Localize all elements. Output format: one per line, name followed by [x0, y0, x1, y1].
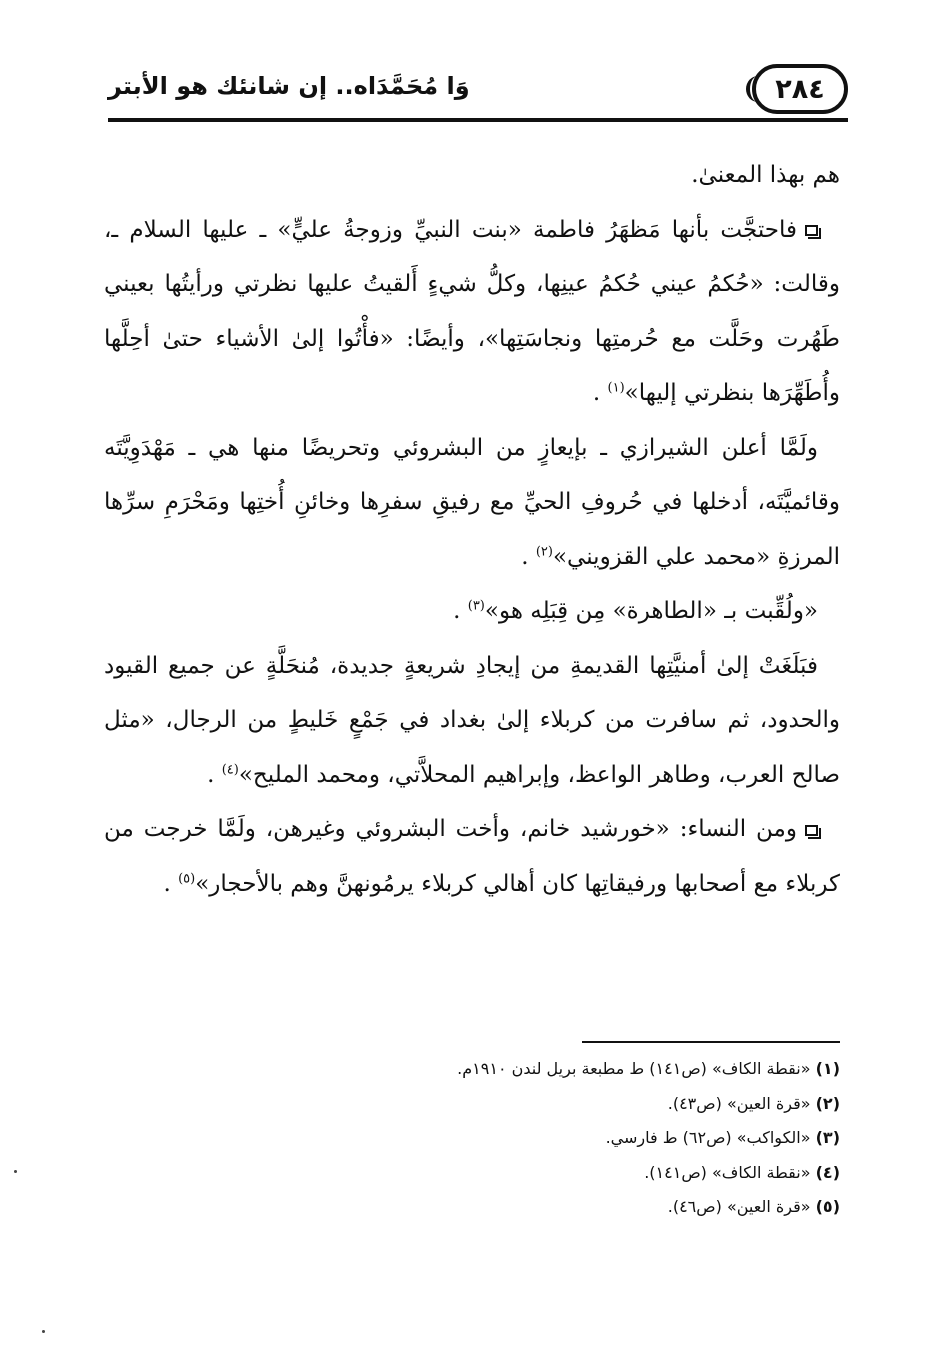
paragraph [104, 584, 840, 639]
footnote-item [320, 1121, 840, 1156]
footnote-text: «نقطة الكاف» (ص١٤١) ط مطبعة بريل لندن ١٩١٠م. [457, 1059, 811, 1078]
paragraph [104, 203, 840, 421]
paragraph-text: ومن النساء: «خورشيد خانم، وأخت البشروئي وغيرهن، ولَمَّا خرجت من كربلاء مع أصحابها ورفيقاتِها كان أهالي كربلاء يرمُونهنَّ وهم بالأحجار» [104, 816, 840, 897]
page-number-badge [752, 64, 848, 114]
footnote-number: (١) [815, 1059, 840, 1078]
scan-speck [42, 1330, 45, 1333]
paragraph [104, 148, 840, 203]
footnote-separator [582, 1041, 840, 1043]
paragraph-tail: . [521, 543, 536, 570]
paragraph-text: «ولُقِّبت بـ «الطاهرة» مِن قِبَلِه هو» [484, 598, 818, 624]
paragraph-text: ولَمَّا أعلن الشيرازي ـ بإيعازٍ من البشروئي وتحريضًا منها هي ـ مَهْدَوِيَّتَه وقائميَّتَه، أدخلها في حُروفِ الحيِّ مع رفيقِ سفرِها وخائنِ أُختِها ومَحْرَمِ سرِّها المرزةِ «محمد علي القزويني» [104, 434, 840, 570]
footnote-text: «قرة العين» (ص٤٦). [667, 1197, 811, 1216]
paragraph-text: فاحتجَّت بأنها مَظهَرُ فاطمة «بنت النبيِّ وزوجةُ عليٍّ» ـ عليها السلام ـ، وقالت: «حُكمُ عيني حُكمُ عينِها، وكلُّ شيءٍ أَلقيتُ عليها نظرتي ورأيتُها بعيني طَهُرت وحَلَّت مع حُرمتِها ونجاسَتِها»، وأيضًا: «فأْتُوا إلىٰ الأشياء حتىٰ أحِلَّها وأُطَهِّرَها بنظرتي إليها» [104, 216, 840, 406]
paragraph [104, 639, 840, 803]
paragraph-tail: . [453, 598, 468, 624]
paragraph-tail: . [592, 380, 608, 406]
footnote-reference[interactable]: (٥) [178, 870, 196, 886]
footnote-reference[interactable]: (٣) [467, 598, 485, 614]
square-bullet-icon [805, 225, 818, 236]
paragraph [104, 421, 840, 585]
page-header [108, 62, 848, 126]
footnote-item [320, 1190, 840, 1225]
footnote-reference[interactable]: (١) [607, 380, 625, 396]
footnote-number: (٣) [815, 1128, 840, 1147]
running-title: وَا مُحَمَّدَاه.. إن شانئك هو الأبتر [108, 72, 470, 100]
footnotes [320, 1052, 840, 1225]
footnote-item [320, 1087, 840, 1122]
paragraph [104, 802, 840, 911]
paragraph-text: هم بهذا المعنىٰ. [691, 162, 840, 188]
main-text [104, 148, 840, 911]
page-number: ٢٨٤ [775, 73, 825, 105]
footnote-text: «قرة العين» (ص٤٣). [667, 1093, 811, 1113]
footnote-reference[interactable]: (٤) [221, 761, 239, 777]
paragraph-tail: . [163, 870, 179, 897]
footnote-item [320, 1052, 840, 1087]
header-rule [108, 118, 848, 122]
square-bullet-icon [805, 825, 818, 836]
footnote-item [320, 1156, 840, 1191]
footnote-reference[interactable]: (٢) [535, 543, 553, 559]
footnote-number: (٢) [815, 1093, 840, 1113]
footnote-text: «الكواكب» (ص٦٢) ط فارسي. [605, 1128, 811, 1147]
footnote-number: (٤) [815, 1162, 840, 1182]
footnote-text: «نقطة الكاف» (ص١٤١). [644, 1162, 811, 1182]
paragraph-text: فبَلَغَتْ إلىٰ أمنيَّتِها القديمةِ من إيجادِ شريعةٍ جديدة، مُنحَلَّةٍ عن جميع القيود والحدود، ثم سافرت من كربلاء إلىٰ بغداد في جَمْعٍ خَليطٍ من الرجال، «مثل صالح العرب، وطاهر الواعظ، وإبراهيم المحلاَّتي، ومحمد المليح» [104, 652, 840, 788]
paragraph-tail: . [207, 761, 222, 788]
footnote-number: (٥) [815, 1197, 840, 1216]
scan-speck [14, 1170, 17, 1173]
